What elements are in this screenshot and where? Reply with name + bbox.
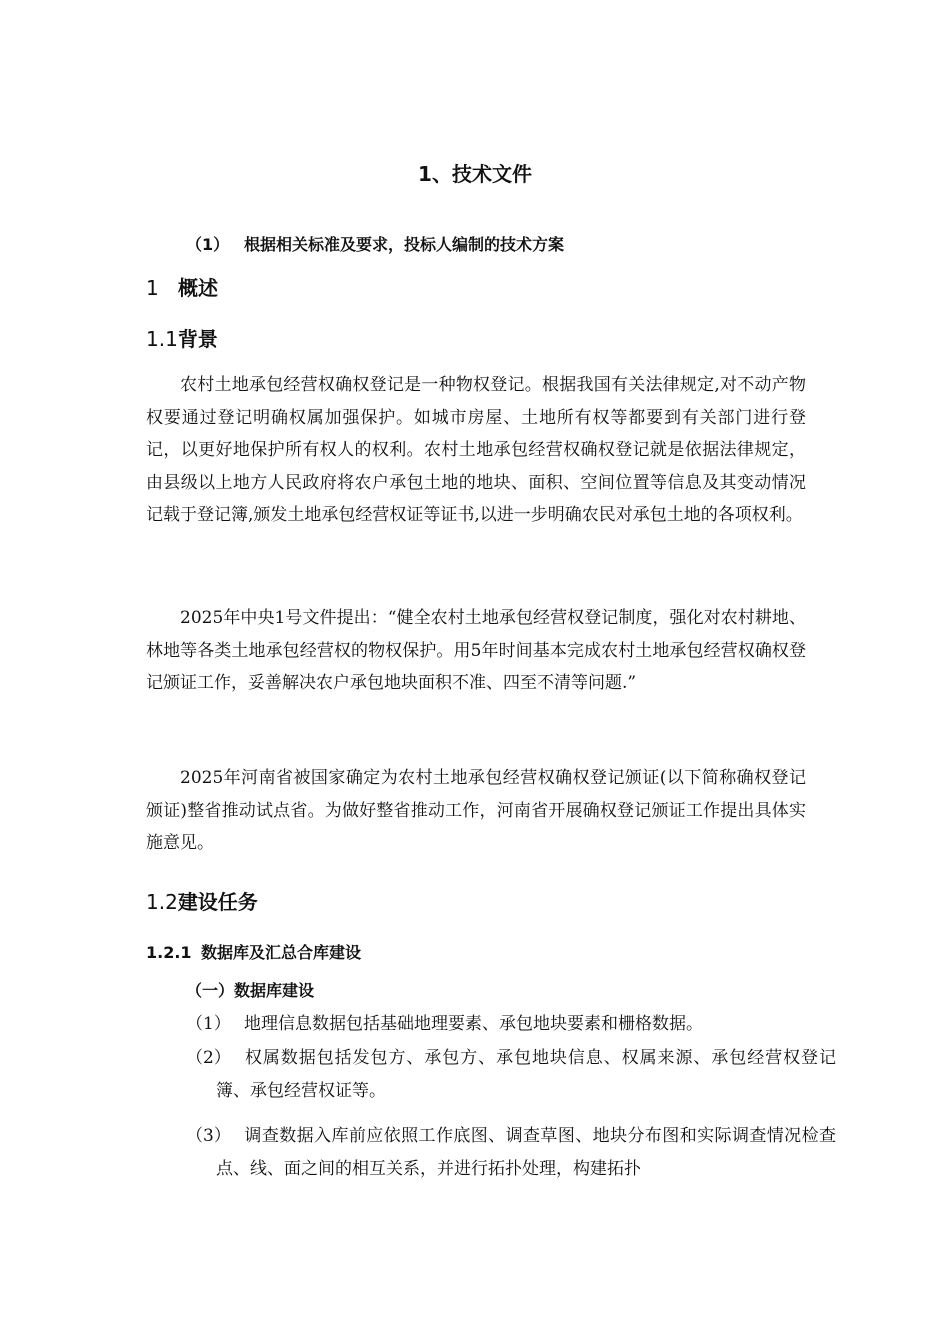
background-paragraph-2: 2025年中央1号文件提出：“健全农村土地承包经营权登记制度，强化对农村耕地、林地等各类土地承包经营权的物权保护。用5年时间基本完成农村土地承包经营权确权登记颁证工作，妥善解决农户承包地块面积不准、四至不清等问题.” bbox=[146, 608, 806, 693]
section-1-2-heading bbox=[146, 886, 258, 915]
section-1-number: 1 bbox=[146, 276, 159, 300]
subsection-heading: （一）数据库建设 bbox=[186, 981, 315, 1000]
section-1-text: 概述 bbox=[178, 276, 218, 300]
section-1-1-heading bbox=[146, 323, 218, 352]
section-1-2-number: 1.2 bbox=[146, 890, 178, 914]
list-item-number: （3） bbox=[186, 1126, 231, 1146]
subtitle-text: 根据相关标准及要求，投标人编制的技术方案 bbox=[244, 235, 565, 254]
section-1-2-1-heading bbox=[146, 940, 361, 963]
section-1-1-number: 1.1 bbox=[146, 327, 178, 351]
section-1-2-1-number: 1.2.1 bbox=[146, 943, 192, 962]
list-item bbox=[186, 1120, 836, 1185]
section-1-heading bbox=[146, 272, 218, 301]
list-item bbox=[186, 1042, 836, 1107]
list-item-number: （2） bbox=[186, 1048, 231, 1068]
subtitle-number: （1） bbox=[186, 235, 230, 254]
section-1-2-text: 建设任务 bbox=[177, 890, 258, 914]
background-paragraph-1: 农村土地承包经营权确权登记是一种物权登记。根据我国有关法律规定,对不动产物权要通过登记明确权属加强保护。如城市房屋、土地所有权等都要到有关部门进行登记，以更好地保护所有权人的权利。农村土地承包经营权确权登记就是依据法律规定，由县级以上地方人民政府将农户承包土地的地块、面积、空间位置等信息及其变动情况记载于登记簿,颁发土地承包经营权证等证书,以进一步明确农民对承包土地的各项权利。 bbox=[146, 375, 806, 525]
list-item bbox=[186, 1008, 836, 1041]
section-1-2-1-text: 数据库及汇总合库建设 bbox=[201, 943, 362, 962]
background-paragraph-3: 2025年河南省被国家确定为农村土地承包经营权确权登记颁证(以下简称确权登记颁证)整省推动试点省。为做好整省推动工作，河南省开展确权登记颁证工作提出具体实施意见。 bbox=[146, 768, 806, 853]
list-item-text: 权属数据包括发包方、承包方、承包地块信息、权属来源、承包经营权登记簿、承包经营权证等。 bbox=[216, 1048, 836, 1101]
section-1-1-text: 背景 bbox=[177, 327, 218, 351]
document-title: 1、技术文件 bbox=[418, 162, 532, 186]
list-item-text: 地理信息数据包括基础地理要素、承包地块要素和栅格数据。 bbox=[244, 1014, 703, 1034]
list-item-number: （1） bbox=[186, 1014, 231, 1034]
subtitle-heading bbox=[186, 232, 564, 255]
list-item-text: 调查数据入库前应依照工作底图、调查草图、地块分布图和实际调查情况检查点、线、面之间的相互关系，并进行拓扑处理，构建拓扑 bbox=[216, 1126, 836, 1179]
